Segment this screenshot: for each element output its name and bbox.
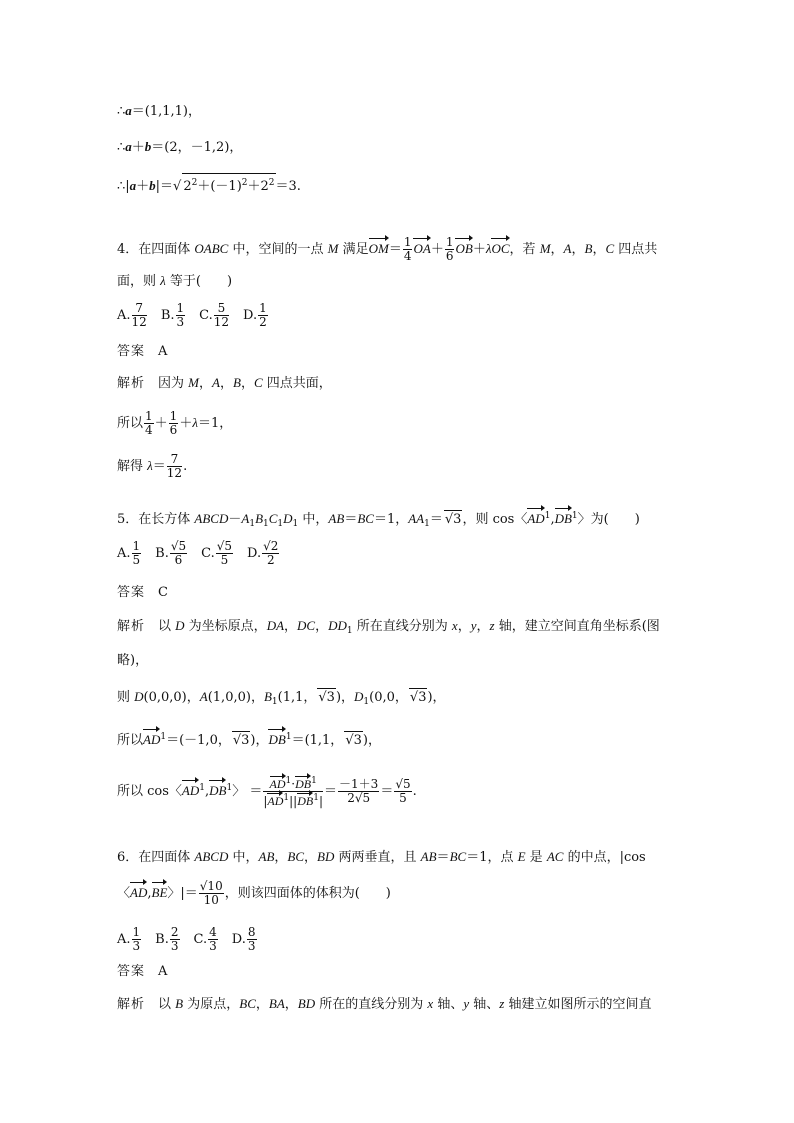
question-6-analysis-1: 解析 以 B 为原点，BC，BA，BD 所在的直线分别为 x 轴、y 轴、z 轴建立如图所示的空间直 bbox=[117, 996, 652, 1012]
question-5-answer: 答案 C bbox=[117, 585, 168, 600]
question-4-stem-cont: 面，则 λ 等于( ) bbox=[117, 273, 233, 289]
question-5-analysis-4: 所以 cos〈$AD^1,DB^1$〉 ＝ $\frac{AD^1\cdot DB^1}{|AD^1||DB^1|}$ ＝ $\frac{-1+3}{2√5}$ ＝ $\frac{√5}{5}$ . bbox=[117, 776, 417, 808]
question-4-analysis-3: 解得 λ＝ $\frac{7}{12}$ . bbox=[117, 452, 188, 480]
question-6-stem-cont: 〈AD,BE〉|＝ $\frac{√10}{10}$ ，则该四面体的体积为( ) bbox=[117, 879, 391, 907]
question-4-options: A. $\frac{7}{12}$ B. $\frac{1}{3}$ C. $\frac{5}{12}$ D. $\frac{1}{2}$ bbox=[117, 301, 267, 329]
question-6-stem: 6．在四面体 ABCD 中，AB，BC，BD 两两垂直，且 AB＝BC＝1，点 E 是 AC 的中点，|cos bbox=[117, 849, 646, 865]
question-4-stem: 4．在四面体 OABC 中，空间的一点 M 满足OM＝ $\frac{1}{4}$ OA＋ $\frac{1}{6}$ OB＋λOC，若 M，A，B，C 四点共 bbox=[117, 235, 658, 263]
solution-line-a-plus-b: ∴a＋b＝(2，－1,2)， bbox=[117, 139, 243, 155]
question-6-options: A. $\frac{1}{3}$ B. $\frac{2}{3}$ C. $\frac{4}{3}$ D. $\frac{8}{3}$ bbox=[117, 925, 256, 953]
question-4-analysis-1: 解析 因为 M，A，B，C 四点共面， bbox=[117, 375, 332, 391]
question-5-options: A. $\frac{1}{5}$ B. $\frac{√5}{6}$ C. $\frac{√5}{5}$ D. $\frac{√2}{2}$ bbox=[117, 539, 279, 567]
question-5-analysis-1b: 略)， bbox=[117, 653, 149, 668]
question-4-analysis-2: 所以 $\frac{1}{4}$ ＋ $\frac{1}{6}$ ＋λ＝1， bbox=[117, 409, 233, 437]
question-6-answer: 答案 A bbox=[117, 964, 168, 979]
question-5-analysis-1: 解析 以 D 为坐标原点，DA，DC，$DD_1$ 所在直线分别为 x，y，z 轴，建立空间直角坐标系(图 bbox=[117, 618, 660, 636]
solution-line-magnitude: ∴|a＋b|＝√ $2^2+(-1)^2+2^2=3$. bbox=[117, 173, 301, 196]
question-5-analysis-2: 则 D(0,0,0)，A(1,0,0)，$B_1(1,1$， √3)，$D_1(0,0$， √3)， bbox=[117, 689, 446, 707]
question-5-stem: 5．在长方体 $ABCD-A_1B_1C_1D_1$ 中，AB＝BC＝1，$AA_1= √3$，则 cos〈$AD^1,DB^1$〉为( ) bbox=[117, 511, 640, 529]
question-5-analysis-3: 所以$AD^1=(-1,0$， √3)，$DB^1=(1,1$， √3)， bbox=[117, 732, 381, 748]
question-4-answer: 答案 A bbox=[117, 344, 168, 359]
solution-line-a: ∴a＝(1,1,1)， bbox=[117, 103, 202, 119]
